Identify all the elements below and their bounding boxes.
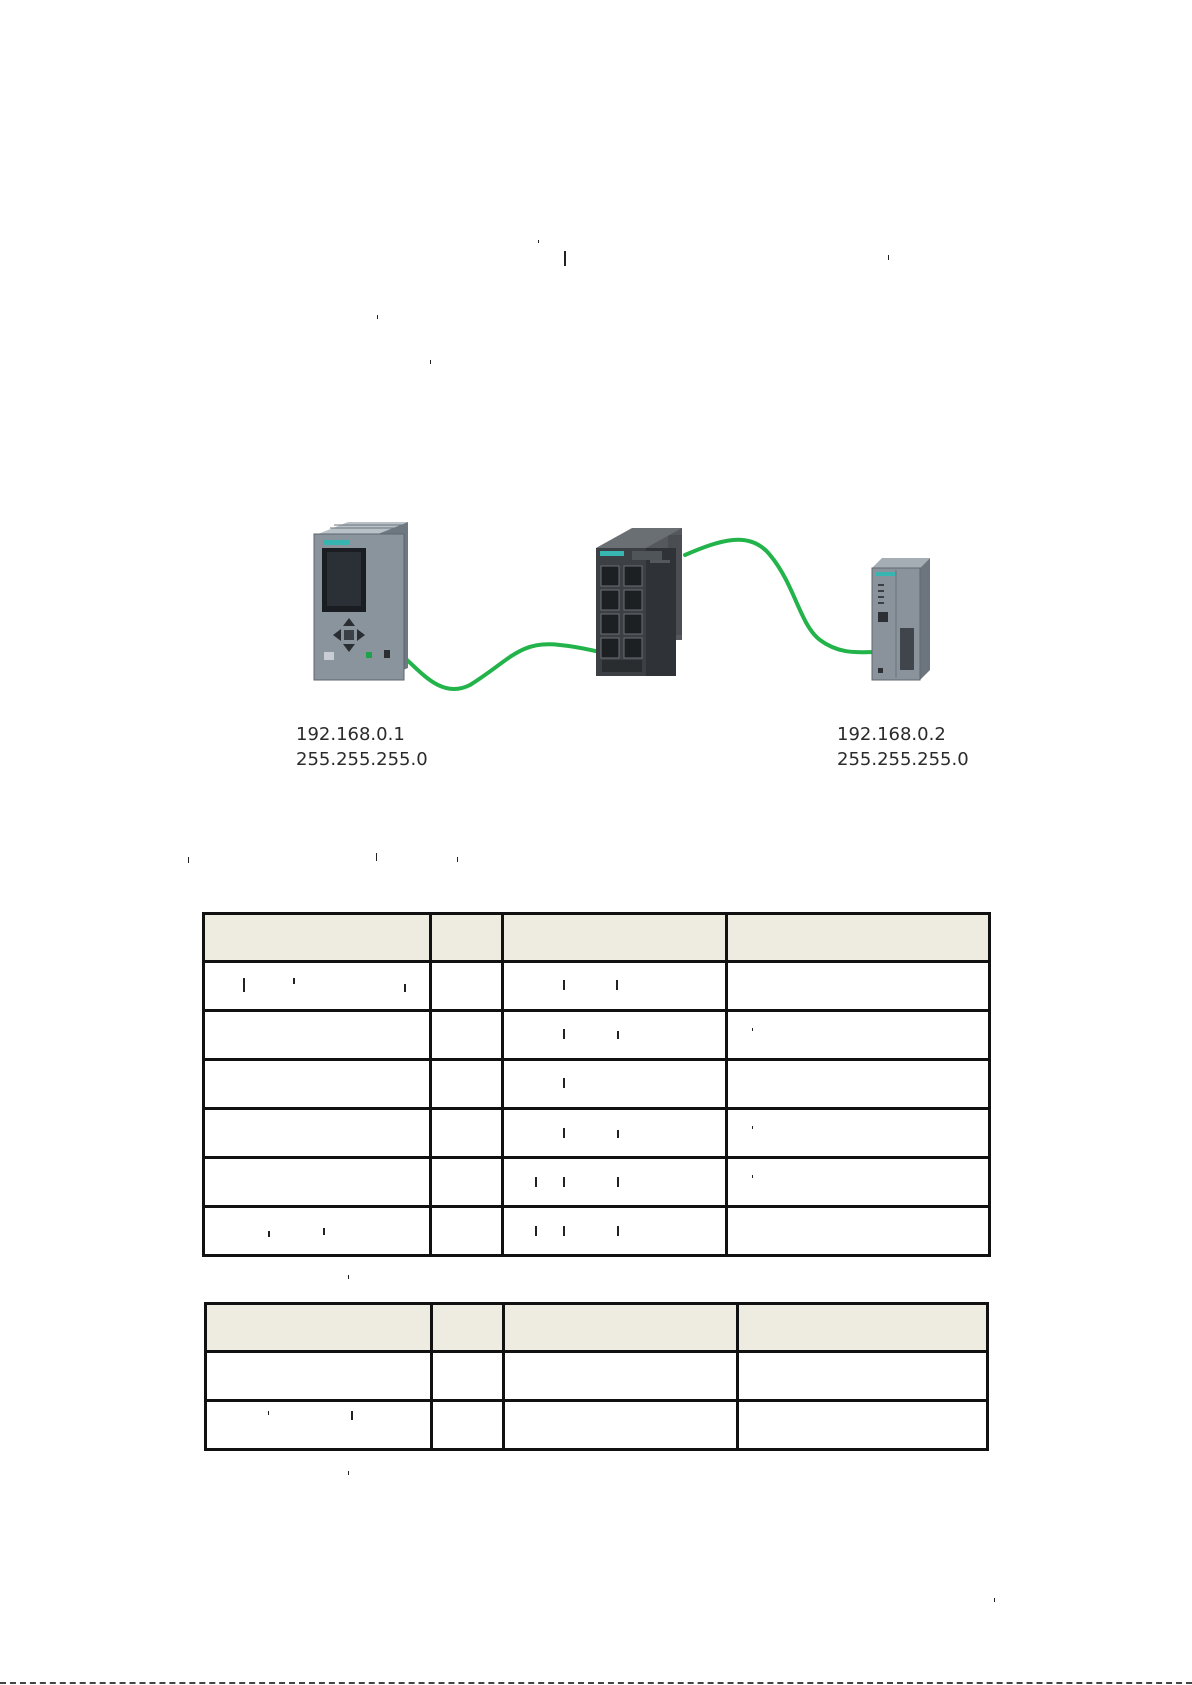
scan-artifact	[457, 857, 458, 862]
scan-artifact	[617, 1130, 619, 1138]
scan-artifact	[752, 1126, 753, 1129]
table-cell	[204, 1011, 431, 1060]
scan-artifact	[563, 980, 565, 990]
table-row	[206, 1352, 988, 1401]
table-row	[204, 1011, 990, 1060]
table-cell	[727, 962, 990, 1011]
scan-artifact	[617, 1226, 619, 1236]
table-cell	[432, 1401, 504, 1450]
scan-artifact	[617, 1177, 619, 1187]
ethernet-cable-left	[398, 644, 600, 689]
scan-artifact	[268, 1411, 269, 1415]
table-cell	[204, 1109, 431, 1158]
table-header-cell	[727, 914, 990, 962]
table-cell	[503, 962, 727, 1011]
table-cell	[727, 1011, 990, 1060]
scan-artifact	[243, 978, 245, 992]
scan-artifact	[616, 980, 618, 990]
scan-artifact	[351, 1411, 353, 1420]
scan-artifact	[323, 1228, 325, 1235]
network-switch-icon	[596, 528, 682, 676]
table-header-cell	[431, 914, 503, 962]
left-device-ip: 192.168.0.1	[296, 724, 405, 745]
table-header-cell	[206, 1304, 432, 1352]
table-header-cell	[503, 914, 727, 962]
table-cell	[727, 1158, 990, 1207]
scan-artifact	[535, 1226, 537, 1236]
scan-artifact	[293, 978, 295, 984]
table-cell	[204, 1158, 431, 1207]
table-cell	[431, 1060, 503, 1109]
table-cell	[727, 1109, 990, 1158]
data-table-1	[202, 912, 991, 1257]
plc-s7-300-icon	[872, 558, 930, 680]
network-diagram	[0, 0, 1192, 820]
table-cell	[204, 1060, 431, 1109]
scan-artifact	[752, 1028, 753, 1031]
table-cell	[503, 1011, 727, 1060]
data-table-2	[204, 1302, 989, 1451]
scan-artifact	[348, 1275, 349, 1279]
scan-artifact	[563, 1128, 565, 1138]
left-device-subnet: 255.255.255.0	[296, 749, 428, 770]
scan-artifact	[188, 857, 189, 863]
table-cell	[738, 1401, 988, 1450]
scan-artifact	[994, 1598, 995, 1602]
scan-artifact	[617, 1031, 619, 1039]
plc-s7-1500-icon	[314, 522, 408, 680]
table-cell	[738, 1352, 988, 1401]
table-cell	[727, 1207, 990, 1256]
scan-artifact	[348, 1471, 349, 1475]
table-row	[206, 1401, 988, 1450]
table-header-cell	[204, 914, 431, 962]
table-cell	[431, 1158, 503, 1207]
scan-artifact	[563, 1226, 565, 1236]
table-header-cell	[738, 1304, 988, 1352]
scan-artifact	[563, 1078, 565, 1088]
scan-artifact	[535, 1177, 537, 1187]
table-cell	[431, 1207, 503, 1256]
table-header-cell	[432, 1304, 504, 1352]
right-device-subnet: 255.255.255.0	[837, 749, 969, 770]
table-header-row	[206, 1304, 988, 1352]
table-row	[204, 962, 990, 1011]
table-header-cell	[504, 1304, 738, 1352]
table-row	[204, 1207, 990, 1256]
scan-artifact	[268, 1231, 270, 1237]
table-row	[204, 1109, 990, 1158]
table-cell	[431, 1109, 503, 1158]
table-cell	[504, 1352, 738, 1401]
table-cell	[431, 962, 503, 1011]
table-row	[204, 1158, 990, 1207]
table-row	[204, 1060, 990, 1109]
table-header-row	[204, 914, 990, 962]
table-cell	[431, 1011, 503, 1060]
table-cell	[432, 1352, 504, 1401]
scan-artifact	[376, 853, 377, 861]
scan-artifact	[563, 1177, 565, 1187]
left-device-address	[296, 722, 428, 772]
scan-artifact	[752, 1175, 753, 1178]
scan-artifact	[404, 984, 406, 992]
right-device-address	[837, 722, 969, 772]
table-cell	[206, 1401, 432, 1450]
table-cell	[727, 1060, 990, 1109]
table-cell	[504, 1401, 738, 1450]
table-cell	[204, 962, 431, 1011]
table-cell	[503, 1109, 727, 1158]
page-bottom-edge	[0, 1682, 1192, 1684]
ethernet-cable-right	[685, 540, 875, 652]
right-device-ip: 192.168.0.2	[837, 724, 946, 745]
table-cell	[204, 1207, 431, 1256]
scan-artifact	[563, 1029, 565, 1039]
table-cell	[503, 1060, 727, 1109]
table-cell	[206, 1352, 432, 1401]
